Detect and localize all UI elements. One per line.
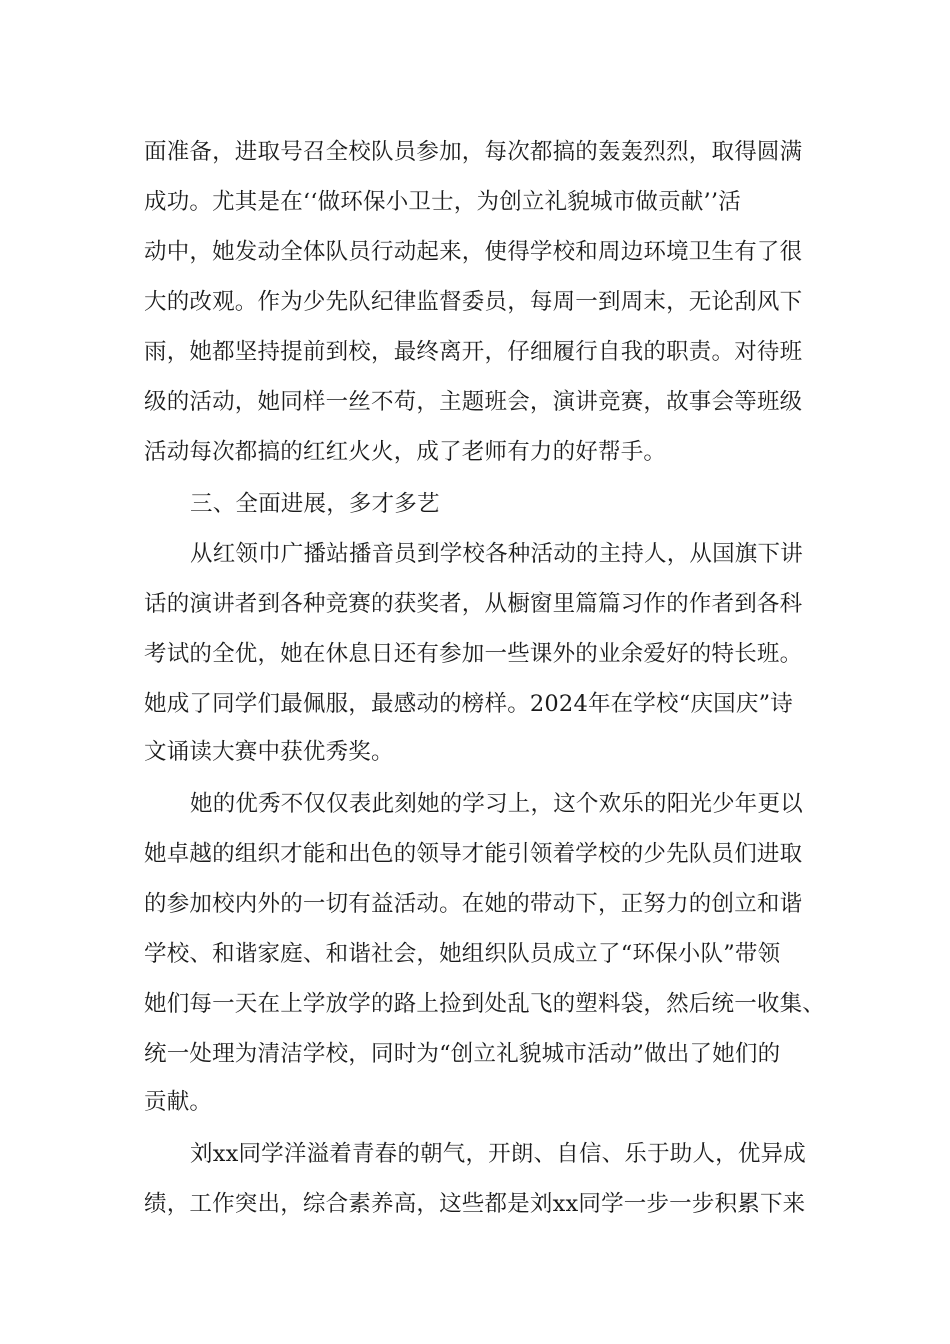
paragraph-line: 她们每一天在上学放学的路上捡到处乱飞的塑料袋，然后统一收集、: [144, 991, 826, 1017]
paragraph-line: 动中，她发动全体队员行动起来，使得学校和周边环境卫生有了很: [144, 239, 803, 265]
paragraph-line: 大的改观。作为少先队纪律监督委员，每周一到周末，无论刮风下: [144, 289, 803, 315]
paragraph-line: 绩，工作突出，综合素养高，这些都是刘xx同学一步一步积累下来: [144, 1191, 806, 1217]
paragraph-line: 她的优秀不仅仅表此刻她的学习上，这个欢乐的阳光少年更以: [190, 791, 803, 817]
paragraph-line: 话的演讲者到各种竞赛的获奖者，从橱窗里篇篇习作的作者到各科: [144, 591, 803, 617]
paragraph-line: 从红领巾广播站播音员到学校各种活动的主持人，从国旗下讲: [190, 541, 803, 567]
paragraph-line: 学校、和谐家庭、和谐社会，她组织队员成立了“环保小队”带领: [144, 941, 781, 967]
paragraph-line: 她成了同学们最佩服，最感动的榜样。2024年在学校“庆国庆”诗: [144, 691, 793, 717]
paragraph-line: 级的活动，她同样一丝不苟，主题班会，演讲竞赛，故事会等班级: [144, 389, 803, 415]
paragraph-line: 贡献。: [144, 1089, 213, 1115]
paragraph-line: 的参加校内外的一切有益活动。在她的带动下，正努力的创立和谐: [144, 891, 803, 917]
paragraph-line: 考试的全优，她在休息日还有参加一些课外的业余爱好的特长班。: [144, 641, 803, 667]
paragraph-line: 成功。尤其是在‘‘做环保小卫士，为创立礼貌城市做贡献’’活: [144, 189, 741, 215]
paragraph-line: 活动每次都搞的红红火火，成了老师有力的好帮手。: [144, 439, 667, 465]
paragraph-line: 文诵读大赛中获优秀奖。: [144, 739, 394, 765]
paragraph-line: 雨，她都坚持提前到校，最终离开，仔细履行自我的职责。对待班: [144, 339, 803, 365]
paragraph-line: 统一处理为清洁学校，同时为“创立礼貌城市活动”做出了她们的: [144, 1041, 781, 1067]
paragraph-line: 她卓越的组织才能和出色的领导才能引领着学校的少先队员们进取: [144, 841, 803, 867]
paragraph-line: 刘xx同学洋溢着青春的朝气，开朗、自信、乐于助人，优异成: [190, 1141, 806, 1167]
paragraph-line: 面准备，进取号召全校队员参加，每次都搞的轰轰烈烈，取得圆满: [144, 139, 803, 165]
section-heading: 三、全面进展，多才多艺: [190, 491, 440, 517]
